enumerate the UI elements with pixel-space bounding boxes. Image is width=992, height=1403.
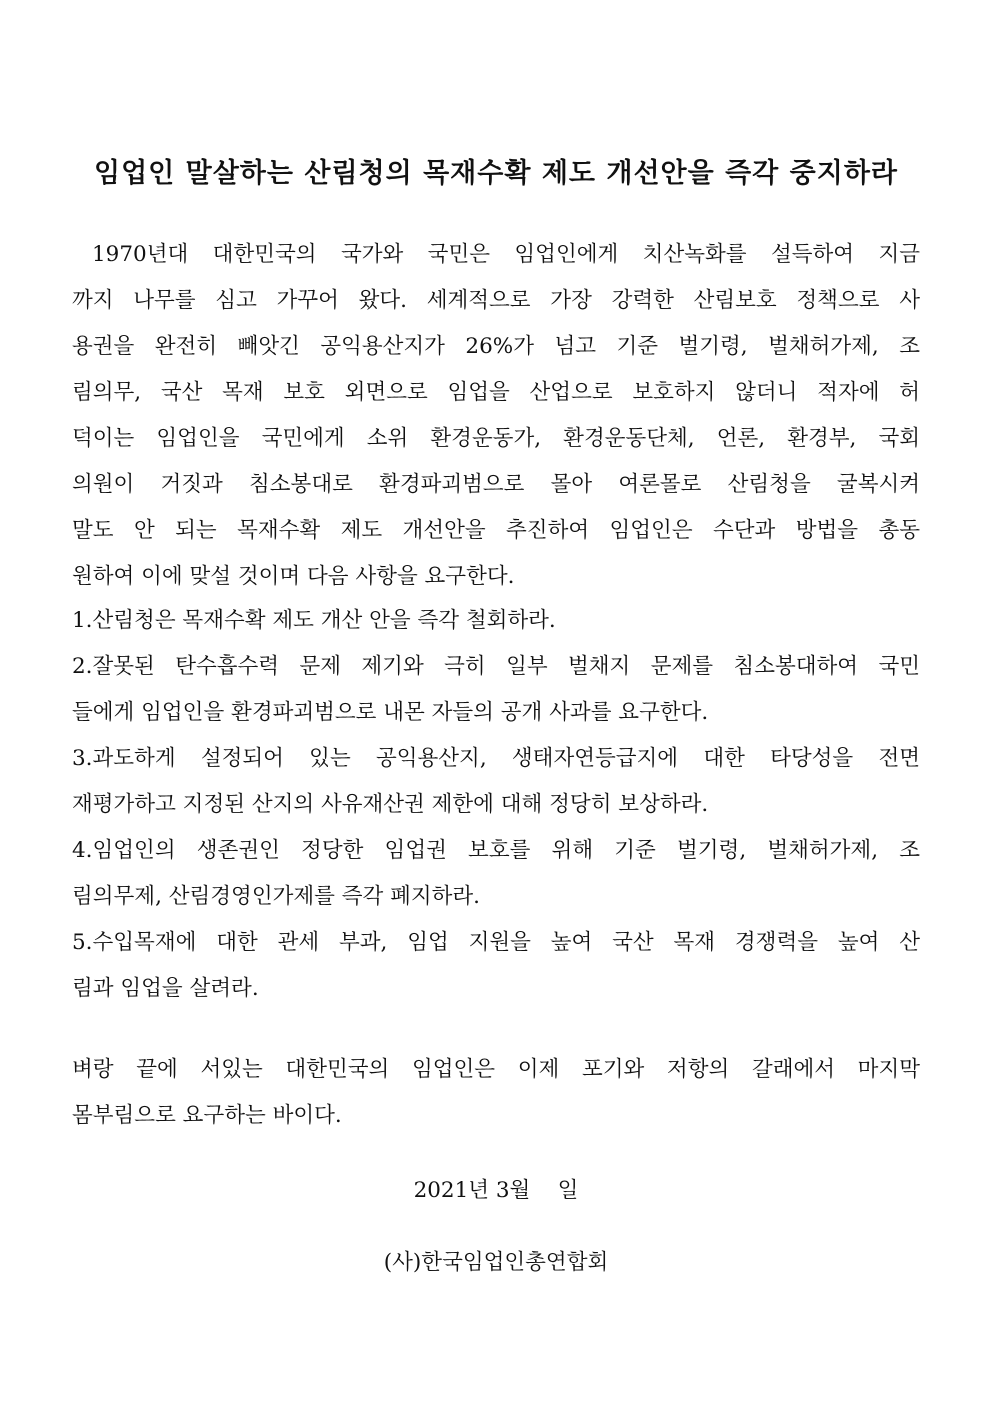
intro-line: 용권을 완전히 빼앗긴 공익용산지가 26%가 넘고 기준 벌기령, 벌채허가제, 조: [72, 334, 920, 359]
intro-line: 1970년대 대한민국의 국가와 국민은 임업인에게 치산녹화를 설득하여 지금: [92, 242, 920, 267]
document-title: 임업인 말살하는 산림청의 목재수확 제도 개선안을 즉각 중지하라: [93, 158, 898, 189]
intro-line: 까지 나무를 심고 가꾸어 왔다. 세계적으로 가장 강력한 산림보호 정책으로 사: [72, 288, 920, 313]
closing-paragraph: [72, 1047, 920, 1139]
demand-line: 5.수입목재에 대한 관세 부과, 임업 지원을 높여 국산 목재 경쟁력을 높여 산: [72, 930, 920, 955]
intro-line: 의원이 거짓과 침소봉대로 환경파괴범으로 몰아 여론몰로 산림청을 굴복시켜: [72, 472, 920, 497]
intro-line: 덕이는 임업인을 국민에게 소위 환경운동가, 환경운동단체, 언론, 환경부, 국회: [72, 426, 920, 451]
intro-line: 림의무, 국산 목재 보호 외면으로 임업을 산업으로 보호하지 않더니 적자에 허: [72, 380, 920, 405]
demand-line: 4.임업인의 생존권인 정당한 임업권 보호를 위해 기준 벌기령, 벌채허가제, 조: [72, 838, 920, 863]
closing-line: 몸부림으로 요구하는 바이다.: [72, 1103, 342, 1128]
demand-line: 3.과도하게 설정되어 있는 공익용산지, 생태자연등급지에 대한 타당성을 전면: [72, 746, 920, 771]
demand-line: 재평가하고 지정된 산지의 사유재산권 제한에 대해 정당히 보상하라.: [72, 792, 709, 817]
demand-line: 림과 임업을 살려라.: [72, 976, 259, 1001]
document-date: 2021년 3월 일: [413, 1178, 579, 1203]
organization-name: (사)한국임업인총연합회: [383, 1250, 609, 1275]
intro-line: 원하여 이에 맞설 것이며 다음 사항을 요구한다.: [72, 564, 515, 589]
demand-line: 2.잘못된 탄수흡수력 문제 제기와 극히 일부 벌채지 문제를 침소봉대하여 국민: [72, 654, 920, 679]
demand-line: 림의무제, 산림경영인가제를 즉각 폐지하라.: [72, 884, 481, 909]
intro-line: 말도 안 되는 목재수확 제도 개선안을 추진하여 임업인은 수단과 방법을 총동: [72, 518, 920, 543]
demand-line: 1.산림청은 목재수확 제도 개산 안을 즉각 철회하라.: [72, 608, 556, 633]
closing-line: 벼랑 끝에 서있는 대한민국의 임업인은 이제 포기와 저항의 갈래에서 마지막: [72, 1057, 920, 1082]
intro-paragraph: [72, 232, 920, 600]
demand-line: 들에게 임업인을 환경파괴범으로 내몬 자들의 공개 사과를 요구한다.: [72, 700, 709, 725]
demands-list: [72, 598, 920, 1012]
